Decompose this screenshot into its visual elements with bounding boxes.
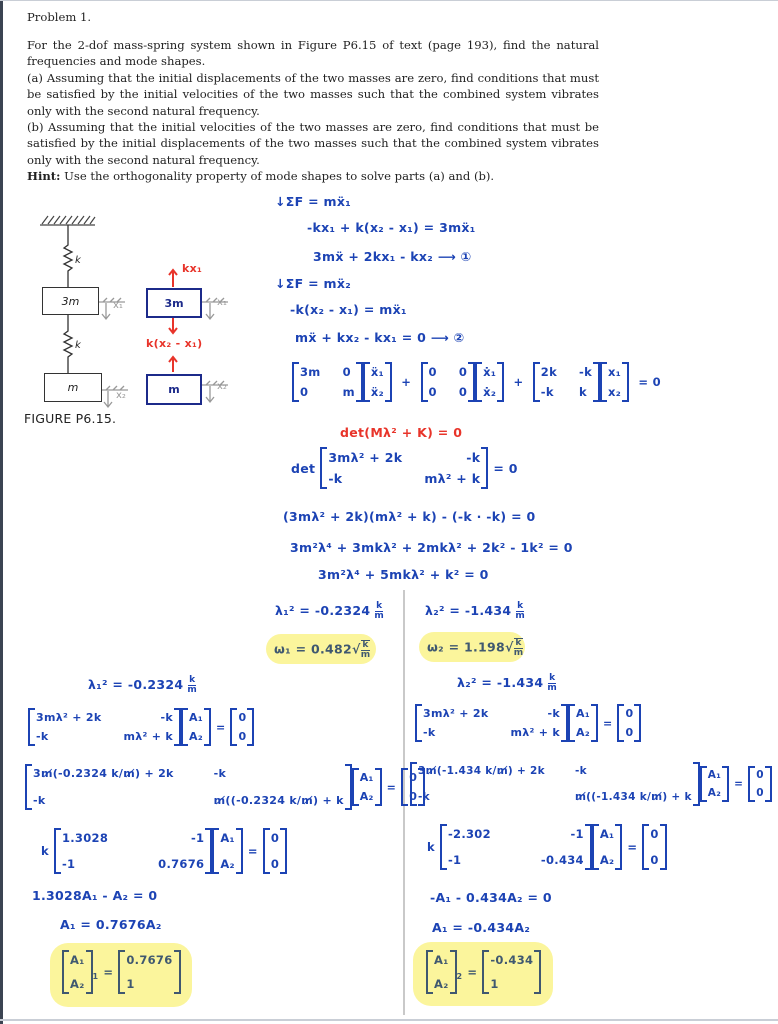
fbd-mass-m: m [146,374,202,405]
mode2-substituted-equation [410,762,772,806]
vector-cell: x₁ [608,365,622,379]
vector-cell: x₂ [608,385,622,399]
matrix-cell: -k [540,385,554,399]
vector-cell: 0 [756,769,764,781]
matrix-cell: 3m̸(-0.2324 k/m̸) + 2k [33,767,174,780]
vector-cell: 0 [238,730,247,743]
vector-cell: A₁ [576,707,590,720]
matrix-cell: 3mλ² + 2k [423,707,489,720]
spring-label: k [75,255,81,266]
vector-cell: A₁ [189,711,203,724]
matrix [28,708,181,746]
mode1-ratio: A₁ = 0.7676A₂ [60,917,162,932]
vector-cell: A₂ [359,790,374,803]
matrix-cell: 3mλ² + 2k [328,450,403,465]
frac-num: k [189,675,196,685]
vector-cell: 0.7676 [126,953,173,967]
lambda1-value [275,602,384,621]
lambda2-value [425,602,525,621]
matrix-cell: -k [418,791,430,803]
amplitude-vector [426,950,457,994]
matrix [25,764,352,810]
matrix-cell: 0 [300,385,309,399]
vector-cell: ẍ₁ [370,365,384,379]
k-over-m [547,674,557,693]
mode1-general-equation [28,708,254,746]
omega1-value [274,640,370,660]
amplitude-vector [352,768,382,806]
k-factor: k [427,840,435,854]
vector-cell: 0 [270,857,280,871]
k-over-m [187,676,197,695]
frac-den: m [360,650,371,660]
vector-cell: A₂ [576,726,590,739]
matrix-cell: 0 [458,365,468,379]
amplitude-vector [62,950,93,994]
equals-sign: = [103,965,114,979]
equals-sign: = [467,965,478,979]
matrix-cell: 3mλ² + 2k [36,711,102,724]
problem-part-a: (a) Assuming that the initial displacements of the two masses are zero, find conditions that must be satisfied by the initial velocities of the two masses such that the combined system vibrates only with the second natural frequency. [27,70,599,118]
vector-cell: 0 [625,707,634,720]
frac-den: m [187,685,198,695]
mass-spring-figure [0,0,270,430]
frac-den: m [515,611,526,621]
vector-cell: A₁ [707,769,722,781]
matrix-cell: -1 [61,857,76,871]
matrix-cell: -2.302 [447,827,491,841]
matrix [440,824,592,870]
vector-cell: 0 [238,711,247,724]
vector-cell: A₁ [220,831,235,845]
characteristic-polynomial: 3m²λ⁴ + 5mkλ² + k² = 0 [318,567,489,582]
mode1-shape-vector [118,950,180,994]
ceiling-icon [40,216,95,225]
zero-vector [617,704,641,742]
vector-cell: A₁ [599,827,615,841]
mode2-relation: -A₁ - 0.434A₂ = 0 [430,890,552,905]
vector-cell: 1 [490,977,499,991]
frac-den: m [374,611,385,621]
eom1-sum: ↓ΣF = mẍ₁ [275,194,351,209]
vector-cell: 0 [756,787,764,799]
vector-cell: 1 [126,977,135,991]
mass-m-block: m [44,373,102,402]
mode2-lambda [457,674,557,693]
equals-sign: = [247,844,258,858]
lambda1-text: λ₁² = -0.2324 [275,603,371,618]
matrix-equation [292,362,666,402]
vector-cell: -0.434 [490,953,534,967]
characteristic-equation: det(Mλ² + K) = 0 [340,425,463,440]
omega2-value [427,638,523,658]
problem-intro: For the 2-dof mass-spring system shown in Figure P6.15 of text (page 193), find the natural frequencies and mode shapes. [27,38,599,69]
mode2-shape-vector [482,950,541,994]
zero-vector [263,828,287,874]
frac-den: m [513,648,524,658]
matrix-cell: -1 [447,853,462,867]
eom2-expand: -k(x₂ - x₁) = mẍ₁ [290,302,407,317]
amplitude-vector [568,704,598,742]
problem-part-b: (b) Assuming that the initial velocities of the two masses are zero, find conditions that must be satisfied by the initial displacements of the two masses such that the combined system vibrates only with the second natural frequency. [27,120,599,167]
matrix-cell: 0.7676 [158,857,205,871]
k-over-m [374,602,384,621]
frac-num: k [517,601,524,611]
amplitude-vector [212,828,243,874]
determinant-equation [286,447,523,489]
mode2-numeric-equation [422,824,667,870]
mode1-substituted-equation [25,764,425,810]
matrix-cell: mλ² + k [123,730,173,743]
figure-caption: FIGURE P6.15. [24,411,117,426]
vector-cell: A₂ [220,857,235,871]
k-factor: k [41,844,49,858]
spring-label: k [75,340,81,351]
matrix-cell: m [342,385,355,399]
vector-cell: A₂ [707,787,722,799]
matrix-cell: m̸((-1.434 k/m̸) + k [574,791,692,803]
vector-cell: 0 [409,790,418,803]
frac-num: k [515,638,522,648]
vector-cell: 0 [650,853,659,867]
plus-sign: + [401,375,412,389]
velocity-vector [475,362,504,402]
expansion-line-2: 3m²λ⁴ + 3mkλ² + 2mkλ² + 2k² - 1k² = 0 [290,540,573,555]
plus-sign: + [513,375,524,389]
vector-cell: ẋ₂ [483,385,497,399]
omega2-text: ω₂ = 1.198√ [427,639,514,655]
matrix-cell: -k [466,450,481,465]
matrix-cell: 0 [458,385,468,399]
mode-index: 1 [92,971,99,981]
equals-sign: = [627,840,638,854]
matrix-cell: 2k [540,365,558,379]
matrix-cell: -k [36,730,49,743]
frac-num: k [549,673,556,683]
matrix-cell: -k [328,471,343,486]
mass-3m-block: 3m [42,287,99,315]
lambda2-text: λ₂² = -1.434 [425,603,512,618]
vector-cell: ẋ₁ [483,365,497,379]
matrix-cell: -k [33,794,46,807]
k-over-m [514,638,524,658]
vector-cell: A₂ [599,853,615,867]
lambda2-text: λ₂² = -1.434 [457,675,544,690]
matrix-cell: -0.434 [540,853,584,867]
matrix-cell: 0 [342,365,351,379]
matrix [415,704,568,742]
expansion-line-1: (3mλ² + 2k)(mλ² + k) - (-k · -k) = 0 [283,509,536,524]
determinant-matrix [320,447,488,489]
amplitude-vector [592,824,623,870]
matrix-cell: -k [213,767,227,780]
k-over-m [361,640,371,660]
k-over-m [515,602,525,621]
mode-index: 2 [456,971,463,981]
fbd-mass-3m: 3m [146,288,202,318]
equals-zero: = 0 [493,460,518,476]
det-label: det [291,460,316,476]
amplitude-vector [181,708,211,746]
matrix-cell: -k [579,365,593,379]
equals-sign: = [602,716,613,730]
vector-cell: 0 [625,726,634,739]
equals-sign: = [734,778,744,790]
zero-vector [230,708,254,746]
x1-label: x₁ [113,300,123,311]
matrix-cell: m̸((-0.2324 k/m̸) + k [213,794,344,807]
fbd-x2-label: x₂ [217,381,227,392]
vector-cell: 0 [270,831,280,845]
vector-cell: A₁ [359,771,374,784]
damping-matrix [421,362,476,402]
fbd-force-top: kx₁ [182,262,203,275]
matrix [410,762,700,806]
equals-sign: = [386,780,397,794]
zero-vector [642,824,666,870]
matrix-cell: 3m̸(-1.434 k/m̸) + 2k [418,765,545,777]
mode1-numeric-equation [36,828,287,874]
mode1-relation: 1.3028A₁ - A₂ = 0 [32,888,158,903]
frac-num: k [362,640,369,650]
eom1-result: 3mẍ + 2kx₁ - kx₂ ⟶ ① [313,249,472,264]
matrix-cell: mλ² + k [510,726,560,739]
bottom-rule [0,1019,778,1021]
matrix-cell: 0 [428,365,437,379]
displacement-vector [600,362,629,402]
matrix [54,828,212,874]
vector-cell: 0 [409,771,418,784]
matrix-cell: 3m [300,365,321,379]
frac-num: k [376,601,383,611]
eom1-expand: -kx₁ + k(x₂ - x₁) = 3mẍ₁ [307,220,476,235]
mass-matrix [292,362,363,402]
matrix-cell: -k [574,765,587,777]
vector-cell: A₁ [70,953,85,967]
vector-cell: ẍ₂ [370,385,384,399]
equals-sign: = [215,720,226,734]
vector-cell: A₂ [434,977,449,991]
vector-cell: 0 [650,827,659,841]
vector-cell: A₂ [70,977,85,991]
matrix-cell: 1.3028 [61,831,109,845]
matrix-cell: -1 [190,831,205,845]
mode1-lambda [88,676,197,695]
amplitude-vector [700,766,729,802]
mode2-ratio: A₁ = -0.434A₂ [432,920,531,935]
force-arrow-icon [169,270,177,372]
mode2-general-equation [415,704,641,742]
acceleration-vector [363,362,392,402]
omega1-text: ω₁ = 0.482√ [274,641,361,657]
frac-den: m [547,683,558,693]
matrix-cell: 0 [428,385,437,399]
mode1-shape [62,950,181,994]
matrix-cell: -k [423,726,436,739]
vector-cell: A₁ [434,953,449,967]
hint-label: Hint: [27,169,61,184]
x2-label: x₂ [116,390,126,401]
matrix-cell: -1 [570,827,584,841]
problem-title: Problem 1. [27,10,92,24]
mode2-shape [426,950,541,994]
matrix-cell: -k [160,711,173,724]
vector-cell: A₂ [189,730,203,743]
eom2-sum: ↓ΣF = mẍ₂ [275,276,351,291]
hint-text: Use the orthogonality property of mode shapes to solve parts (a) and (b). [64,169,495,184]
matrix-cell: k [579,385,587,399]
zero-vector [748,766,772,802]
fbd-x1-label: x₁ [217,297,227,308]
eom2-result: mẍ + kx₂ - kx₁ = 0 ⟶ ② [295,330,465,345]
lambda1-text: λ₁² = -0.2324 [88,677,184,692]
fbd-force-mid: k(x₂ - x₁) [146,337,203,350]
matrix-cell: mλ² + k [424,471,481,486]
stiffness-matrix [533,362,600,402]
matrix-cell: -k [547,707,560,720]
equals-zero: = 0 [638,375,661,389]
